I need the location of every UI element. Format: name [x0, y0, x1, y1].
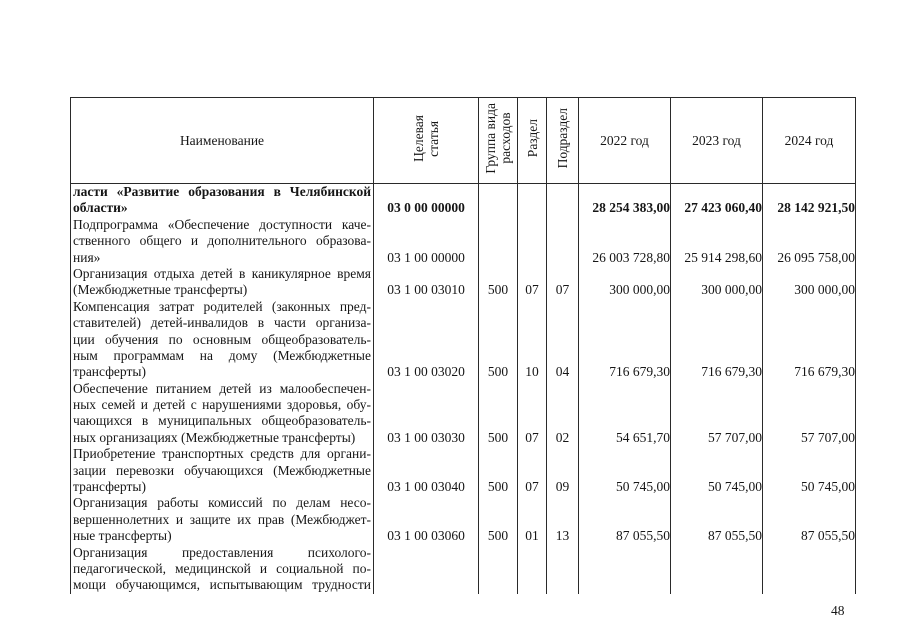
cell-subsection: 07	[547, 266, 579, 299]
cell-target-article: 03 1 00 03060	[374, 495, 479, 544]
cell-section	[518, 184, 547, 217]
table-row	[71, 266, 856, 299]
header-section-line: Раздел	[524, 119, 540, 158]
header-subsection-label	[555, 108, 570, 168]
header-year-1	[579, 98, 671, 184]
cell-name	[71, 299, 374, 381]
cell-name-line: вершеннолетних и защите их прав (Межбюджет-	[73, 511, 371, 527]
cell-amount-year-2: 25 914 298,60	[671, 217, 763, 266]
cell-expense-group	[479, 217, 518, 266]
cell-name	[71, 545, 374, 594]
cell-name-line: Организация отдыха детей в каникулярное время	[73, 265, 371, 281]
cell-name	[71, 495, 374, 544]
cell-target-article: 03 1 00 03010	[374, 266, 479, 299]
cell-amount-year-1	[579, 545, 671, 594]
cell-target-article: 03 1 00 03040	[374, 446, 479, 495]
cell-amount-year-2: 27 423 060,40	[671, 184, 763, 217]
cell-expense-group: 500	[479, 266, 518, 299]
cell-amount-year-3: 50 745,00	[763, 446, 856, 495]
cell-amount-year-1: 300 000,00	[579, 266, 671, 299]
table-row	[71, 184, 856, 217]
header-target-article-line: статья	[426, 120, 441, 157]
header-year-label: 2022 год	[600, 132, 649, 148]
cell-name-line: Приобретение транспортных средств для органи-	[73, 446, 371, 462]
cell-name	[71, 266, 374, 299]
cell-amount-year-2: 300 000,00	[671, 266, 763, 299]
cell-target-article	[374, 545, 479, 594]
cell-section: 10	[518, 299, 547, 381]
cell-amount-year-3: 28 142 921,50	[763, 184, 856, 217]
cell-name-line: Организация предоставления психолого-	[73, 544, 371, 560]
header-target-article-line: Целевая	[411, 115, 426, 162]
cell-name-line: трансферты)	[73, 364, 146, 380]
cell-amount-year-3	[763, 545, 856, 594]
cell-amount-year-1: 26 003 728,80	[579, 217, 671, 266]
cell-amount-year-1: 54 651,70	[579, 381, 671, 447]
cell-expense-group: 500	[479, 299, 518, 381]
cell-subsection	[547, 184, 579, 217]
table-header-row	[71, 98, 856, 184]
cell-name-line: Подпрограмма «Обеспечение доступности каче-	[73, 216, 371, 232]
cell-name-line: педагогической, медицинской и социальной по-	[73, 560, 371, 576]
header-expense-group-line: Группа вида	[483, 103, 498, 174]
cell-name-line: ласти «Развитие образования в Челябинской	[73, 184, 371, 199]
cell-section: 01	[518, 495, 547, 544]
header-year-label: 2023 год	[692, 132, 741, 148]
header-target-article	[374, 98, 479, 184]
cell-target-article: 03 0 00 00000	[374, 184, 479, 217]
table-row	[71, 217, 856, 266]
cell-subsection	[547, 545, 579, 594]
cell-amount-year-3: 26 095 758,00	[763, 217, 856, 266]
header-section	[518, 98, 547, 184]
cell-name-line: ставителей) детей-инвалидов в части организа-	[73, 315, 371, 331]
cell-target-article: 03 1 00 03030	[374, 381, 479, 447]
cell-name-line: чающихся в муниципальных общеобразователь-	[73, 413, 371, 429]
cell-amount-year-1: 87 055,50	[579, 495, 671, 544]
header-subsection	[547, 98, 579, 184]
cell-amount-year-3: 57 707,00	[763, 381, 856, 447]
cell-name-line: мощи обучающимся, испытывающим трудности	[73, 577, 371, 593]
header-expense-group	[479, 98, 518, 184]
cell-target-article: 03 1 00 00000	[374, 217, 479, 266]
header-expense-group-label	[483, 103, 513, 174]
cell-subsection	[547, 217, 579, 266]
cell-name-line: ных семей и детей с нарушениями здоровья, обу-	[73, 397, 371, 413]
cell-amount-year-2: 57 707,00	[671, 381, 763, 447]
cell-amount-year-3: 87 055,50	[763, 495, 856, 544]
table-row	[71, 446, 856, 495]
cell-amount-year-2: 716 679,30	[671, 299, 763, 381]
cell-name-line: Организация работы комиссий по делам несо-	[73, 495, 371, 511]
header-target-article-label	[411, 115, 441, 162]
header-name	[71, 98, 374, 184]
cell-expense-group: 500	[479, 446, 518, 495]
table-row	[71, 299, 856, 381]
cell-amount-year-1: 716 679,30	[579, 299, 671, 381]
cell-amount-year-2: 50 745,00	[671, 446, 763, 495]
table-body	[71, 184, 856, 594]
cell-name	[71, 381, 374, 447]
cell-subsection: 09	[547, 446, 579, 495]
cell-name-line: области»	[73, 200, 128, 216]
cell-section: 07	[518, 266, 547, 299]
header-subsection-line: Подраздел	[555, 108, 570, 169]
table-row	[71, 545, 856, 594]
header-section-label	[525, 119, 540, 157]
header-name-label: Наименование	[179, 132, 265, 148]
cell-name	[71, 217, 374, 266]
budget-table	[70, 97, 856, 594]
cell-amount-year-2	[671, 545, 763, 594]
header-year-3	[763, 98, 856, 184]
cell-expense-group	[479, 184, 518, 217]
cell-name-line: ные трансферты)	[73, 528, 172, 544]
table-row	[71, 495, 856, 544]
cell-name-line: зации перевозки обучающихся (Межбюджетные	[73, 462, 371, 478]
cell-amount-year-1: 50 745,00	[579, 446, 671, 495]
cell-name-line: ных организациях (Межбюджетные трансферты)	[73, 429, 356, 445]
cell-section	[518, 545, 547, 594]
cell-section: 07	[518, 381, 547, 447]
cell-name	[71, 184, 374, 217]
cell-name-line: ственного общего и дополнительного образова-	[73, 233, 371, 249]
cell-expense-group: 500	[479, 495, 518, 544]
header-year-label: 2024 год	[784, 132, 834, 148]
cell-name-line: ции обучения по основным общеобразователь-	[73, 331, 371, 347]
cell-section	[518, 217, 547, 266]
header-expense-group-line: расходов	[498, 112, 513, 165]
cell-amount-year-2: 87 055,50	[671, 495, 763, 544]
cell-subsection: 04	[547, 299, 579, 381]
cell-amount-year-1: 28 254 383,00	[579, 184, 671, 217]
cell-name-line: ным программам на дому (Межбюджетные	[73, 347, 371, 363]
cell-name-line: Компенсация затрат родителей (законных пред-	[73, 298, 371, 314]
table-row	[71, 381, 856, 447]
cell-name-line: трансферты)	[73, 479, 146, 495]
page-number: 48	[831, 603, 845, 618]
cell-amount-year-3: 300 000,00	[763, 266, 856, 299]
cell-section: 07	[518, 446, 547, 495]
cell-subsection: 02	[547, 381, 579, 447]
cell-target-article: 03 1 00 03020	[374, 299, 479, 381]
cell-expense-group: 500	[479, 381, 518, 447]
cell-name-line: (Межбюджетные трансферты)	[73, 282, 248, 298]
cell-subsection: 13	[547, 495, 579, 544]
cell-expense-group	[479, 545, 518, 594]
cell-name-line: Обеспечение питанием детей из малообеспечен-	[73, 380, 371, 396]
header-year-2	[671, 98, 763, 184]
cell-name-line: ния»	[73, 249, 101, 265]
cell-amount-year-3: 716 679,30	[763, 299, 856, 381]
cell-name	[71, 446, 374, 495]
